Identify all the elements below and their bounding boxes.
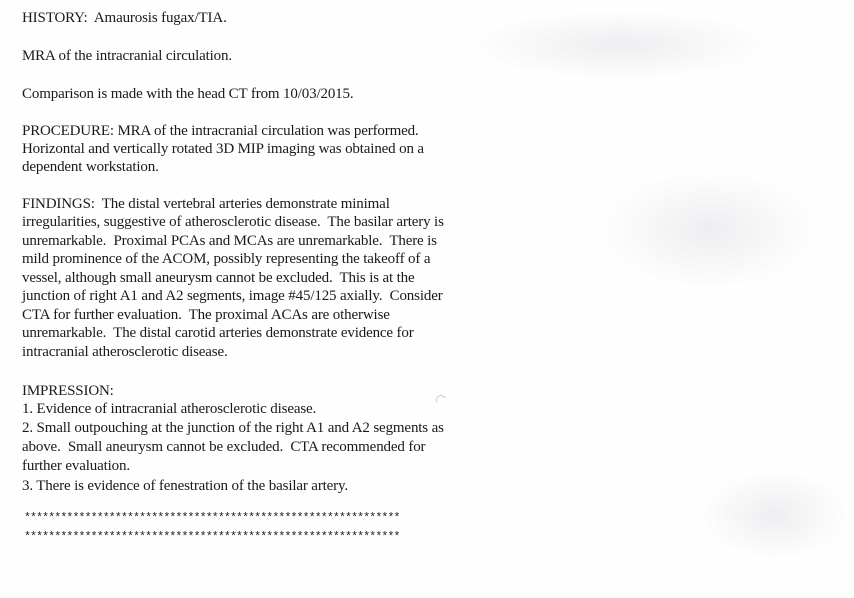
impression-line: 3. There is evidence of fenestration of the basilar artery.	[22, 478, 349, 494]
scan-smudge	[700, 470, 850, 560]
impression-line: above. Small aneurysm cannot be excluded. CTA recommended for	[22, 439, 426, 455]
findings-line: CTA for further evaluation. The proximal ACAs are otherwise	[22, 307, 390, 323]
findings-line: irregularities, suggestive of atherosclerotic disease. The basilar artery is	[22, 214, 444, 230]
procedure-line: dependent workstation.	[22, 159, 159, 175]
findings-line: FINDINGS: The distal vertebral arteries demonstrate minimal	[22, 196, 390, 212]
procedure-line: Horizontal and vertically rotated 3D MIP imaging was obtained on a	[22, 141, 424, 157]
scan-speck	[435, 394, 448, 407]
exam-line: MRA of the intracranial circulation.	[22, 48, 232, 64]
findings-line: unremarkable. Proximal PCAs and MCAs are unremarkable. There is	[22, 233, 437, 249]
impression-heading: IMPRESSION:	[22, 383, 114, 399]
history-line: HISTORY: Amaurosis fugax/TIA.	[22, 10, 227, 26]
scan-smudge	[600, 170, 820, 290]
impression-line: 1. Evidence of intracranial atherosclerotic disease.	[22, 401, 317, 417]
findings-line: intracranial atherosclerotic disease.	[22, 344, 228, 360]
procedure-line: PROCEDURE: MRA of the intracranial circulation was performed.	[22, 123, 419, 139]
impression-line: further evaluation.	[22, 458, 130, 474]
findings-line: vessel, although small aneurysm cannot be excluded. This is at the	[22, 270, 415, 286]
findings-line: junction of right A1 and A2 segments, image #45/125 axially. Consider	[22, 288, 443, 304]
asterisk-separator: **************************************************************	[24, 531, 400, 544]
findings-line: mild prominence of the ACOM, possibly representing the takeoff of a	[22, 251, 431, 267]
scan-smudge	[470, 10, 770, 80]
asterisk-separator: **************************************************************	[24, 512, 400, 525]
findings-line: unremarkable. The distal carotid arteries demonstrate evidence for	[22, 325, 414, 341]
impression-line: 2. Small outpouching at the junction of the right A1 and A2 segments as	[22, 420, 444, 436]
comparison-line: Comparison is made with the head CT from 10/03/2015.	[22, 86, 354, 102]
